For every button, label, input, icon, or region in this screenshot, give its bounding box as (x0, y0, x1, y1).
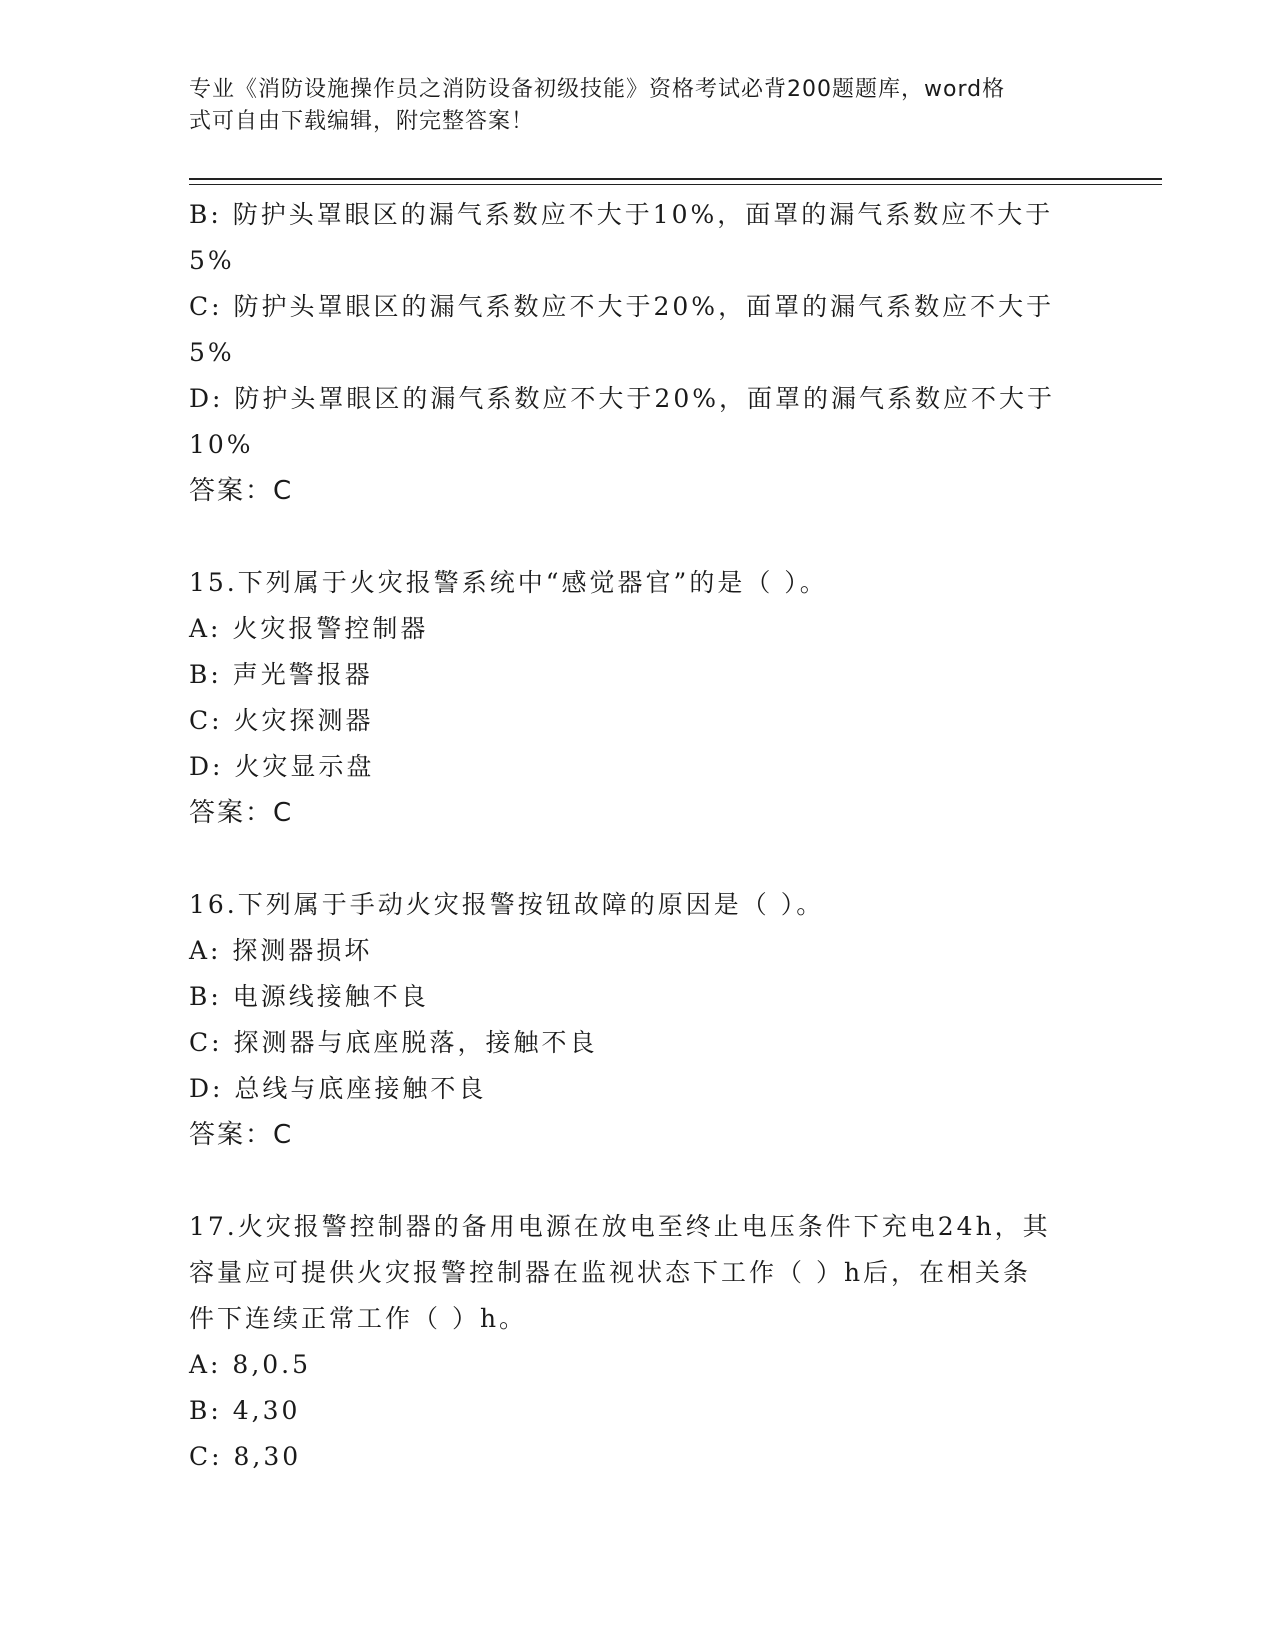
option-b-line-2: 5% (189, 246, 235, 275)
header-line-1: 专业《消防设施操作员之消防设备初级技能》资格考试必背200题题库，word格 (189, 77, 1006, 102)
answer-line: 答案：C (189, 476, 294, 506)
header-rule-thin (189, 184, 1162, 185)
spacer (189, 836, 1089, 882)
answer-line: 答案：C (189, 1120, 294, 1150)
question-text-line-3: 件下连续正常工作（ ）h。 (189, 1304, 528, 1333)
option-c-line-2: 5% (189, 338, 235, 367)
option-d-line-2: 10% (189, 430, 254, 459)
option-b: B: 电源线接触不良 (189, 982, 429, 1011)
question-text: 15.下列属于火灾报警系统中“感觉器官”的是（ ）。 (189, 568, 828, 597)
option-b: B: 声光警报器 (189, 660, 373, 689)
option-c: C: 8,30 (189, 1442, 302, 1471)
option-d: D: 总线与底座接触不良 (189, 1074, 487, 1103)
question-text: 16.下列属于手动火灾报警按钮故障的原因是（ ）。 (189, 890, 825, 919)
option-c-line-1: C: 防护头罩眼区的漏气系数应不大于20%，面罩的漏气系数应不大于 (189, 292, 1055, 321)
option-c: C: 火灾探测器 (189, 706, 374, 735)
option-b: B: 4,30 (189, 1396, 301, 1425)
answer-line: 答案：C (189, 798, 294, 828)
spacer (189, 1158, 1089, 1204)
question-17 (189, 1204, 1089, 1480)
header-rule-thick (189, 178, 1162, 180)
question-text-line-1: 17.火灾报警控制器的备用电源在放电至终止电压条件下充电24h，其 (189, 1212, 1051, 1241)
option-b-line-1: B: 防护头罩眼区的漏气系数应不大于10%，面罩的漏气系数应不大于 (189, 200, 1054, 229)
question-16 (189, 882, 1089, 1158)
option-d: D: 火灾显示盘 (189, 752, 375, 781)
option-c: C: 探测器与底座脱落，接触不良 (189, 1028, 598, 1057)
document-header (189, 74, 1069, 138)
option-a: A: 火灾报警控制器 (189, 614, 429, 643)
question-14-continued (189, 192, 1089, 514)
spacer (189, 514, 1089, 560)
question-15 (189, 560, 1089, 836)
option-a: A: 探测器损坏 (189, 936, 373, 965)
option-d-line-1: D: 防护头罩眼区的漏气系数应不大于20%，面罩的漏气系数应不大于 (189, 384, 1055, 413)
option-a: A: 8,0.5 (189, 1350, 312, 1379)
question-text-line-2: 容量应可提供火灾报警控制器在监视状态下工作（ ）h后，在相关条 (189, 1258, 1032, 1287)
document-body (189, 192, 1089, 1480)
header-line-2: 式可自由下载编辑，附完整答案！ (189, 109, 535, 134)
